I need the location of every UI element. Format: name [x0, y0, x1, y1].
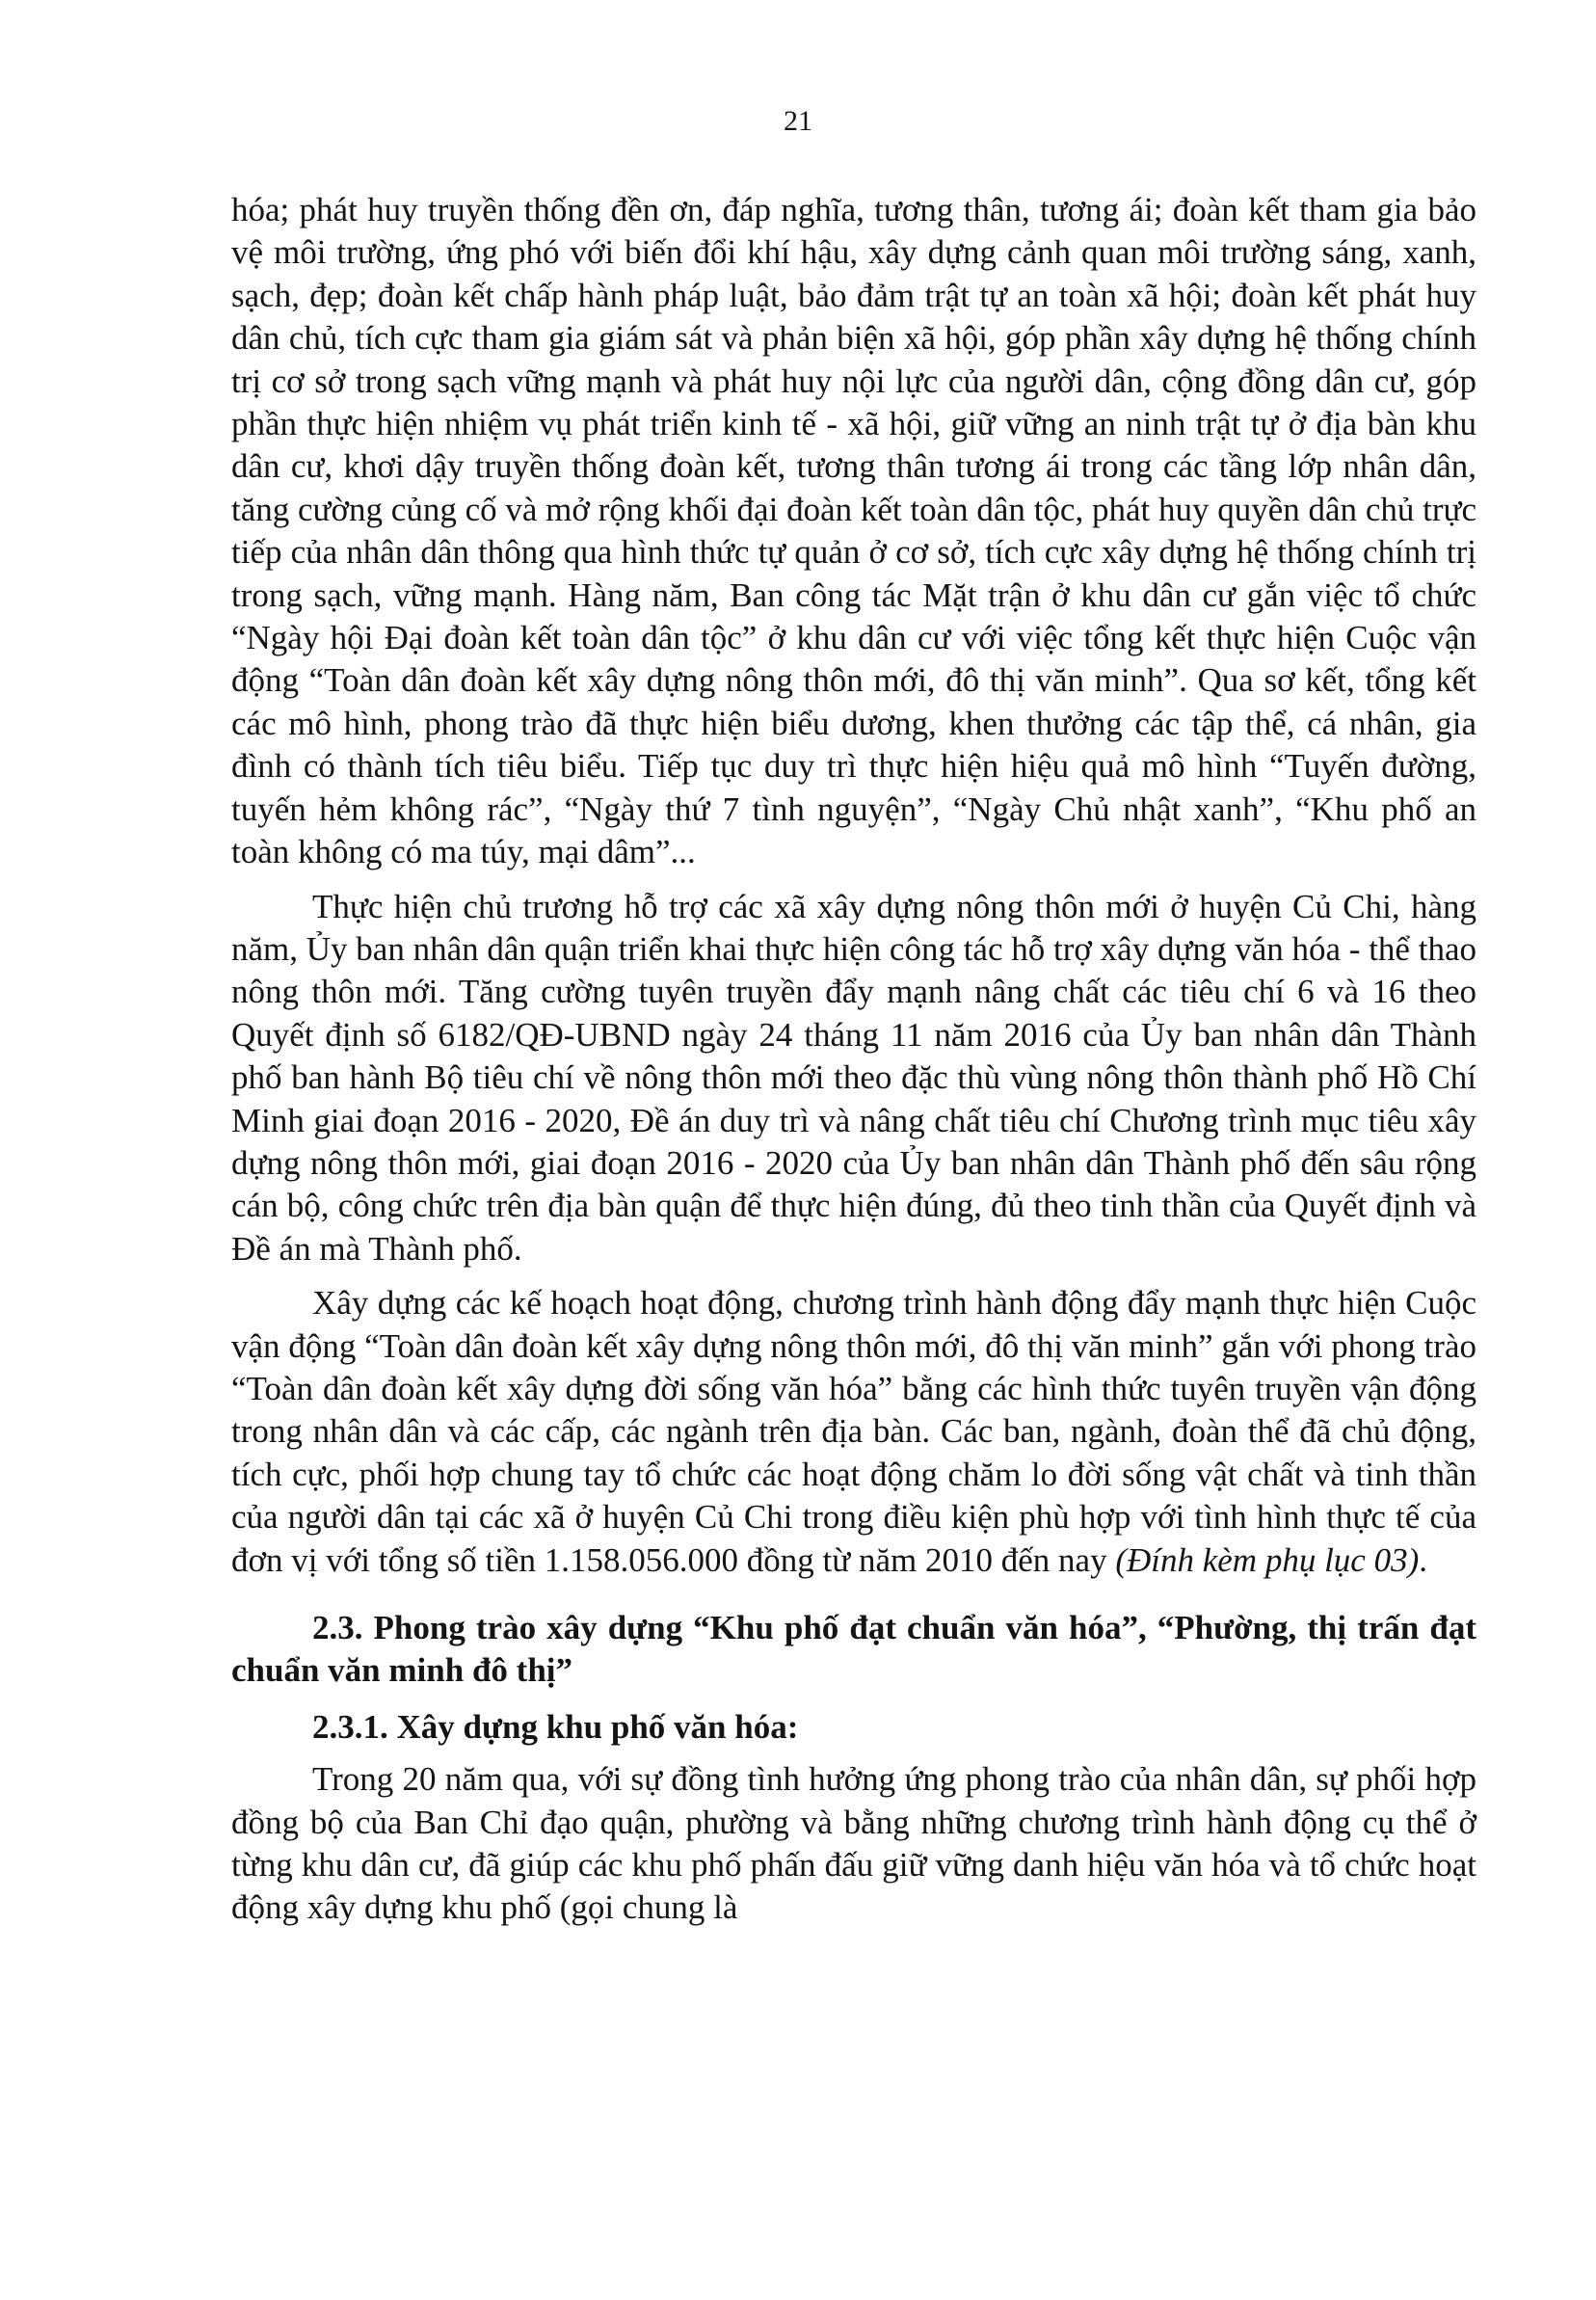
paragraph-4: Trong 20 năm qua, với sự đồng tình hưởng ứng phong trào của nhân dân, sự phối hợp đồng bộ của Ban Chỉ đạo quận, phường và bằng những chương trình hành động cụ thể ở từng khu dân cư, đã giúp các khu phố phấn đấu giữ vững danh hiệu văn hóa và tổ chức hoạt động xây dựng khu phố (gọi chung là: [231, 1760, 1476, 1927]
paragraph-3: [231, 1282, 1476, 1582]
paragraph-2: Thực hiện chủ trương hỗ trợ các xã xây dựng nông thôn mới ở huyện Củ Chi, hàng năm, Ủy ban nhân dân quận triển khai thực hiện công tác hỗ trợ xây dựng văn hóa - thể thao nông thôn mới. Tăng cường tuyên truyền đẩy mạnh nâng chất các tiêu chí 6 và 16 theo Quyết định số 6182/QĐ-UBND ngày 24 tháng 11 năm 2016 của Ủy ban nhân dân Thành phố ban hành Bộ tiêu chí về nông thôn mới theo đặc thù vùng nông thôn thành phố Hồ Chí Minh giai đoạn 2016 - 2020, Đề án duy trì và nâng chất tiêu chí Chương trình mục tiêu xây dựng nông thôn mới, giai đoạn 2016 - 2020 của Ủy ban nhân dân Thành phố đến sâu rộng cán bộ, công chức trên địa bàn quận để thực hiện đúng, đủ theo tinh thần của Quyết định và Đề án mà Thành phố.: [231, 887, 1476, 1268]
appendix-reference: (Đính kèm phụ lục 03): [1115, 1540, 1420, 1579]
page-number: 21: [784, 105, 812, 137]
paragraph-3-end: .: [1419, 1540, 1427, 1579]
section-heading-2-3: 2.3. Phong trào xây dựng “Khu phố đạt chuẩn văn hóa”, “Phường, thị trấn đạt chuẩn văn minh đô thị”: [231, 1609, 1476, 1690]
paragraph-3-text: Xây dựng các kế hoạch hoạt động, chương trình hành động đẩy mạnh thực hiện Cuộc vận động “Toàn dân đoàn kết xây dựng nông thôn mới, đô thị văn minh” gắn với phong trào “Toàn dân đoàn kết xây dựng đời sống văn hóa” bằng các hình thức tuyên truyền vận động trong nhân dân và các cấp, các ngành trên địa bàn. Các ban, ngành, đoàn thể đã chủ động, tích cực, phối hợp chung tay tổ chức các hoạt động chăm lo đời sống vật chất và tinh thần của người dân tại các xã ở huyện Củ Chi trong điều kiện phù hợp với tình hình thực tế của đơn vị với tổng số tiền 1.158.056.000 đồng từ năm 2010 đến nay: [231, 1284, 1476, 1579]
subsection-heading-2-3-1: 2.3.1. Xây dựng khu phố văn hóa:: [312, 1707, 799, 1746]
document-body: [231, 189, 1476, 1930]
paragraph-1: hóa; phát huy truyền thống đền ơn, đáp nghĩa, tương thân, tương ái; đoàn kết tham gia bảo vệ môi trường, ứng phó với biến đổi khí hậu, xây dựng cảnh quan môi trường sáng, xanh, sạch, đẹp; đoàn kết chấp hành pháp luật, bảo đảm trật tự an toàn xã hội; đoàn kết phát huy dân chủ, tích cực tham gia giám sát và phản biện xã hội, góp phần xây dựng hệ thống chính trị cơ sở trong sạch vững mạnh và phát huy nội lực của người dân, cộng đồng dân cư, góp phần thực hiện nhiệm vụ phát triển kinh tế - xã hội, giữ vững an ninh trật tự ở địa bàn khu dân cư, khơi dậy truyền thống đoàn kết, tương thân tương ái trong các tầng lớp nhân dân, tăng cường củng cố và mở rộng khối đại đoàn kết toàn dân tộc, phát huy quyền dân chủ trực tiếp của nhân dân thông qua hình thức tự quản ở cơ sở, tích cực xây dựng hệ thống chính trị trong sạch, vững mạnh. Hàng năm, Ban công tác Mặt trận ở khu dân cư gắn việc tổ chức “Ngày hội Đại đoàn kết toàn dân tộc” ở khu dân cư với việc tổng kết thực hiện Cuộc vận động “Toàn dân đoàn kết xây dựng nông thôn mới, đô thị văn minh”. Qua sơ kết, tổng kết các mô hình, phong trào đã thực hiện biểu dương, khen thưởng các tập thể, cá nhân, gia đình có thành tích tiêu biểu. Tiếp tục duy trì thực hiện hiệu quả mô hình “Tuyến đường, tuyến hẻm không rác”, “Ngày thứ 7 tình nguyện”, “Ngày Chủ nhật xanh”, “Khu phố an toàn không có ma túy, mại dâm”...: [231, 191, 1476, 871]
